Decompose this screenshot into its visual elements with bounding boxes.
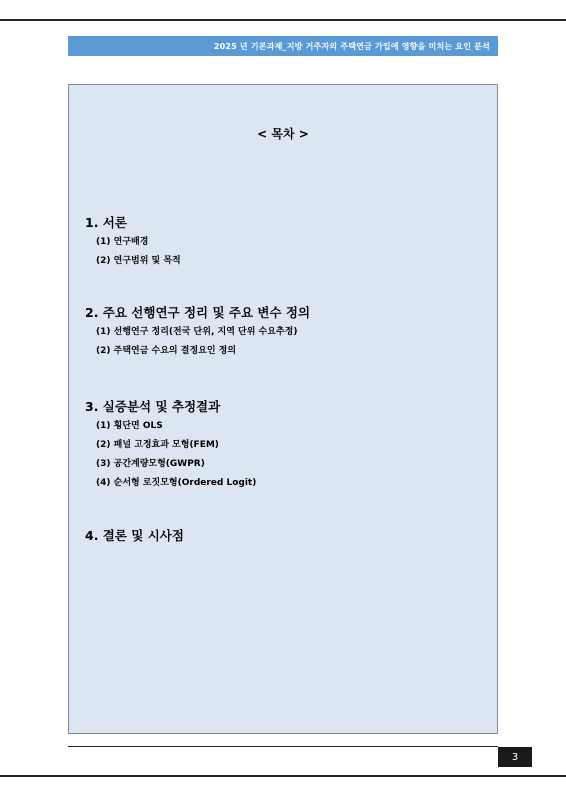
toc-item: (1) 선행연구 정리(전국 단위, 지역 단위 수요추정) xyxy=(96,327,298,337)
bottom-rule xyxy=(0,775,566,777)
toc-section-heading: 4. 결론 및 시사점 xyxy=(85,528,184,543)
toc-section-heading: 2. 주요 선행연구 정리 및 주요 변수 정의 xyxy=(85,305,311,320)
footer-rule xyxy=(68,746,498,747)
toc-item: (2) 패널 고정효과 모형(FEM) xyxy=(96,440,219,450)
page-number-label: 3 xyxy=(511,751,519,763)
toc-section-heading: 3. 실증분석 및 추정결과 xyxy=(85,399,221,414)
toc-item: (4) 순서형 로짓모형(Ordered Logit) xyxy=(96,478,257,488)
table-of-contents xyxy=(68,84,498,734)
toc-section-1 xyxy=(85,213,487,271)
toc-title: < 목차 > xyxy=(257,127,309,141)
toc-section-2 xyxy=(85,303,487,361)
toc-item: (1) 횡단면 OLS xyxy=(96,421,163,431)
top-rule xyxy=(0,19,566,21)
toc-item: (1) 연구배경 xyxy=(96,237,149,247)
running-header-title: 2025 년 기본과제_지방 거주자의 주택연금 가입에 영향을 미치는 요인 분석 xyxy=(213,41,490,51)
toc-section-heading: 1. 서론 xyxy=(85,215,127,230)
toc-section-4 xyxy=(85,526,487,546)
toc-item: (3) 공간계량모형(GWPR) xyxy=(96,459,205,469)
running-header xyxy=(68,36,498,56)
toc-item: (2) 주택연금 수요의 결정요인 정의 xyxy=(96,346,237,356)
toc-section-3 xyxy=(85,397,487,493)
page-number xyxy=(498,747,532,767)
toc-item: (2) 연구범위 및 목적 xyxy=(96,256,181,266)
